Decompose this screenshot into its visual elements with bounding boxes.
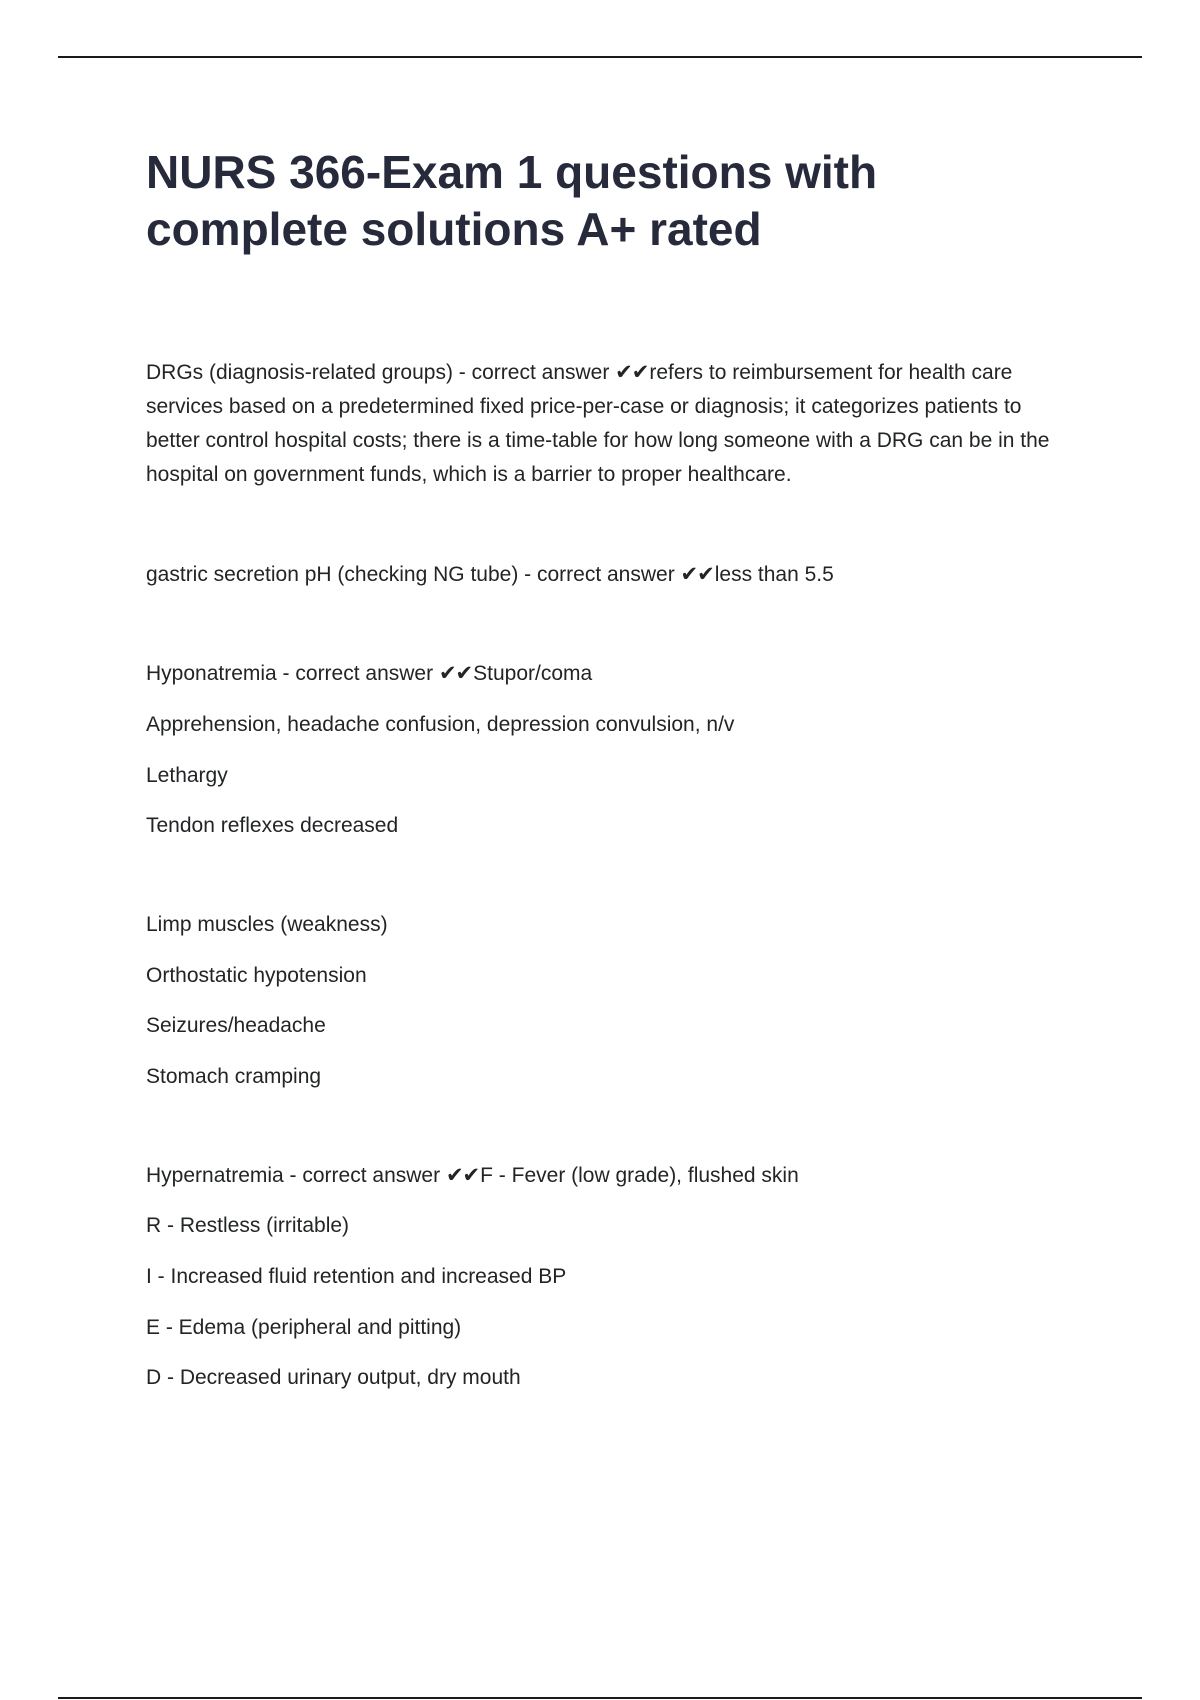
list-item: Limp muscles (weakness) [146,913,388,936]
checkmark-icon: ✔✔ [680,563,714,586]
entry-answer: F - Fever (low grade), flushed skin [480,1164,799,1187]
checkmark-icon: ✔✔ [438,662,473,685]
list-item: Lethargy [146,764,228,787]
list-item: Seizures/headache [146,1014,326,1037]
entry-drgs [146,356,1076,492]
list-item: E - Edema (peripheral and pitting) [146,1316,462,1339]
page-title: NURS 366-Exam 1 questions with complete solutions A+ rated [146,146,878,255]
entry-gastric-ph [146,558,1076,592]
entry-answer: Stupor/coma [473,662,593,685]
entry-term: Hyponatremia - correct answer [146,662,439,685]
bottom-rule [58,1697,1142,1699]
list-item: Orthostatic hypotension [146,964,367,987]
entry-answer: refers to reimbursement for health care services based on a predetermined fixed price-per-case or diagnosis; it categorizes patients to better control hospital costs; there is a time-table for how long someone with a DRG can be in the hospital on government funds, which is a barrier to proper healthcare. [146,361,1050,486]
entry-term: Hypernatremia - correct answer [146,1164,446,1187]
entry-term: DRGs (diagnosis-related groups) - correct answer [146,361,616,384]
entry-hyponatremia [146,657,1076,691]
entry-term: gastric secretion pH (checking NG tube) - correct answer [146,563,681,586]
list-item: Apprehension, headache confusion, depression convulsion, n/v [146,713,735,736]
entry-answer: less than 5.5 [714,563,834,586]
list-item: Tendon reflexes decreased [146,814,399,837]
list-item: R - Restless (irritable) [146,1214,350,1237]
top-rule [58,56,1142,58]
entry-hypernatremia [146,1159,1076,1193]
checkmark-icon: ✔✔ [445,1164,480,1187]
list-item: Stomach cramping [146,1065,322,1088]
list-item: D - Decreased urinary output, dry mouth [146,1366,521,1389]
list-item: I - Increased fluid retention and increased BP [146,1265,567,1288]
checkmark-icon: ✔✔ [615,361,649,384]
